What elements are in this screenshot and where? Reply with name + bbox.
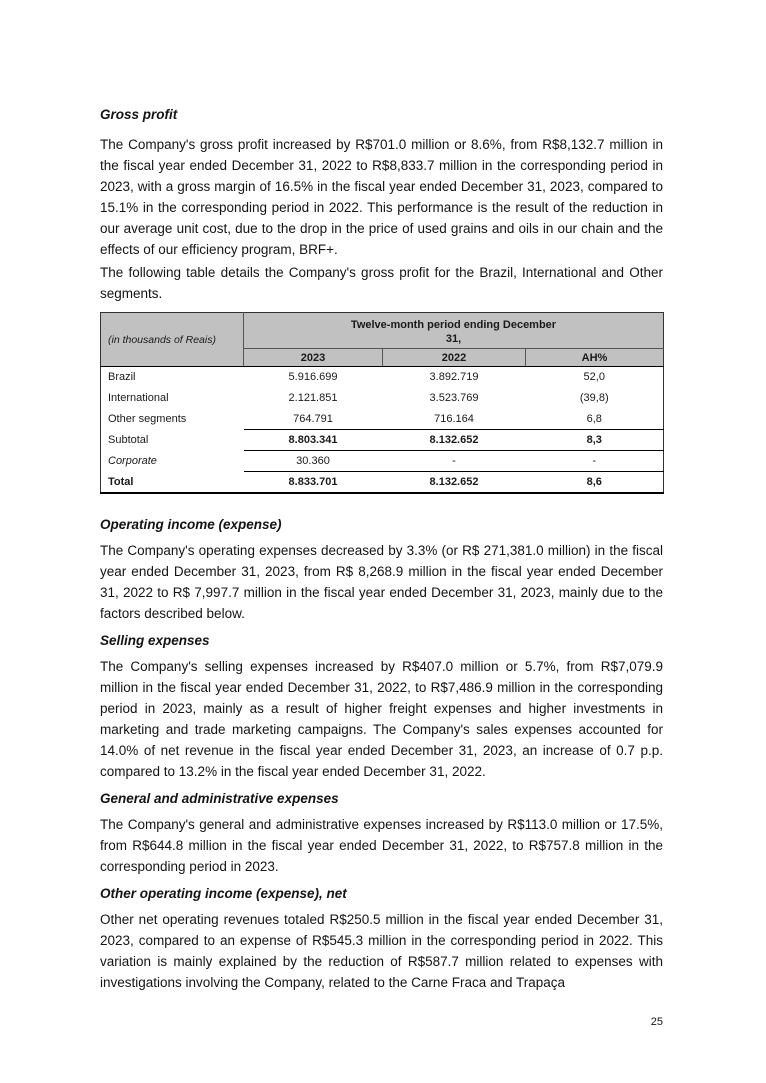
value-cell-ah: 52,0 <box>583 371 605 384</box>
value-cell-ah: - <box>526 451 664 472</box>
table-row-international <box>101 388 664 409</box>
value-cell-2022: 8.132.652 <box>383 430 526 451</box>
heading-general-admin-expenses: General and administrative expenses <box>100 790 339 806</box>
paragraph-selling-expenses: The Company's selling expenses increased by R$407.0 million or 5.7%, from R$7,079.9 million in the fiscal year ended December 31, 2022, to R$7,486.9 million in the corresponding period in 2023, mainly as a result of higher freight expenses and higher investments in marketing and trade marketing campaigns. The Company's sales expenses accounted for 14.0% of net revenue in the fiscal year ended December 31, 2023, an increase of 0.7 p.p. compared to 13.2% in the fiscal year ended December 31, 2022. <box>100 658 663 779</box>
table-row-subtotal <box>101 430 664 451</box>
unit-label-cell: (in thousands of Reais) <box>101 313 244 367</box>
value-cell-2022: - <box>383 451 526 472</box>
page-number: 25 <box>650 1016 663 1028</box>
heading-operating-income: Operating income (expense) <box>100 516 282 532</box>
period-header-cell <box>244 313 664 349</box>
column-header-2022: 2022 <box>383 349 526 367</box>
table-row-total <box>101 472 664 493</box>
value-cell-2023: 8.833.701 <box>244 472 383 493</box>
value-cell-2022: 3.523.769 <box>429 392 479 404</box>
heading-other-operating-income: Other operating income (expense), net <box>100 885 347 901</box>
paragraph-gross-profit-1: The Company's gross profit increased by R$701.0 million or 8.6%, from R$8,132.7 million in the fiscal year ended December 31, 2022 to R$8,833.7 million in the corresponding period in 2023, with a gross margin of 16.5% in the fiscal year ended December 31, 2023, compared to 15.1% in the corresponding period in 2022. This performance is the result of the reduction in our average unit cost, due to the drop in the price of used grains and oils in our chain and the effects of our efficiency program, BRF+. <box>100 137 663 257</box>
table-row-brazil <box>101 367 664 388</box>
paragraph-operating-income: The Company's operating expenses decreased by 3.3% (or R$ 271,381.0 million) in the fiscal year ended December 31, 2023, from R$ 8,268.9 million in the fiscal year ended December 31, 2022 to R$ 7,997.7 million in the fiscal year ended December 31, 2023, mainly due to the factors described below. <box>100 542 663 621</box>
value-cell-2023: 764.791 <box>293 412 333 425</box>
value-cell-2023: 5.916.699 <box>288 371 338 384</box>
segment-label-cell: Total <box>108 475 134 488</box>
value-cell-2022: 3.892.719 <box>429 371 479 384</box>
paragraph-general-admin-expenses: The Company's general and administrative expenses increased by R$113.0 million or 17.5%, from R$644.8 million in the fiscal year ended December 31, 2022, to R$757.8 million in the corresponding period in 2023. <box>100 816 663 874</box>
segment-label-cell: Corporate <box>108 455 157 467</box>
value-cell-2022: 716.164 <box>434 412 474 425</box>
table-row-corporate <box>101 451 664 472</box>
table-header-row-period <box>101 313 664 349</box>
table-row-other-segments <box>101 409 664 430</box>
heading-gross-profit: Gross profit <box>100 107 178 122</box>
value-cell-ah: 8,6 <box>526 472 664 493</box>
gross-profit-table <box>100 312 664 494</box>
segment-label-cell: International <box>108 392 169 404</box>
segment-label-cell: Subtotal <box>108 434 149 446</box>
value-cell-2023: 30.360 <box>244 451 383 472</box>
value-cell-ah: (39,8) <box>579 392 609 404</box>
heading-selling-expenses: Selling expenses <box>100 632 210 648</box>
value-cell-2023: 2.121.851 <box>288 392 338 404</box>
paragraph-gross-profit-2: The following table details the Company's gross profit for the Brazil, International and Other segments. <box>100 265 663 301</box>
segment-label-cell: Brazil <box>108 371 136 384</box>
column-header-2023: 2023 <box>244 349 383 367</box>
value-cell-ah: 6,8 <box>586 412 602 425</box>
paragraph-other-operating-income: Other net operating revenues totaled R$250.5 million in the fiscal year ended December 31, 2023, compared to an expense of R$545.3 million in the corresponding period in 2022. This variation is mainly explained by the reduction of R$587.7 million related to expenses with investigations involving the Company, related to the Carne Fraca and Trapaça <box>100 911 663 990</box>
value-cell-ah: 8,3 <box>526 430 664 451</box>
value-cell-2022: 8.132.652 <box>383 472 526 493</box>
period-header-line2: 31, <box>445 333 462 345</box>
column-header-ah: AH% <box>526 349 664 367</box>
period-header-line1: Twelve-month period ending December <box>350 319 557 331</box>
segment-label-cell: Other segments <box>108 413 187 425</box>
value-cell-2023: 8.803.341 <box>244 430 383 451</box>
